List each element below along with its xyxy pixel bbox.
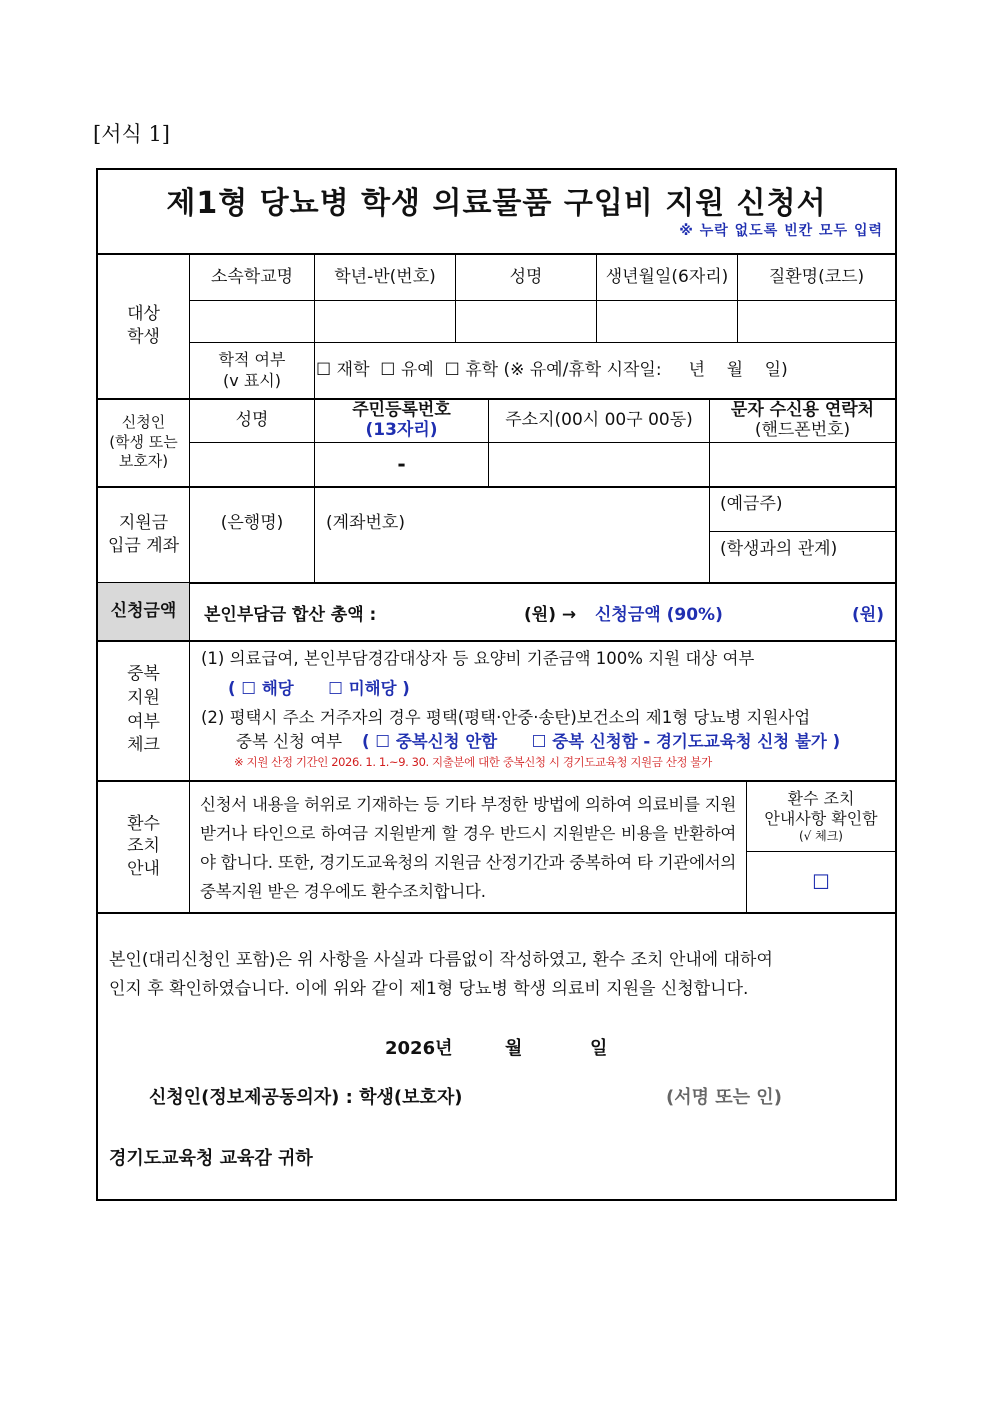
date-month: 월 [505,1038,523,1059]
enrollment-status-options[interactable]: ☐ 재학 ☐ 유예 ☐ 휴학 (※ 유예/휴학 시작일: 년 월 일) [316,360,788,381]
grade-class-header: 학년-반(번호) [334,266,436,287]
amount-label: 신청금액 [110,601,177,622]
grade-class-field[interactable] [315,301,455,342]
statement-line1: 본인(대리신청인 포함)은 위 사항을 사실과 다름없이 작성하였고, 환수 조치 안내에 대하여 [109,950,773,970]
statement-line2: 인지 후 확인하였습니다. 이에 위와 같이 제1형 당뇨병 학생 의료비 지원을 신청합니다. [109,979,749,999]
applicant-signature-label: 신청인(정보제공동의자) : 학생(보호자) [149,1087,463,1108]
enrollment-status-label: 학적 여부 (v 표시) [218,349,286,390]
refund-confirm-checkbox[interactable]: ☐ [812,869,830,894]
rrn-header-sub: (13자리) [365,419,438,440]
phone-field[interactable] [710,443,895,486]
account-holder-field[interactable]: (예금주) [720,494,783,514]
applicant-name-field[interactable] [190,443,314,486]
fill-notice: ※ 누락 없도록 빈칸 모두 입력 [679,223,883,239]
signature-or-seal[interactable]: (서명 또는 인) [666,1087,782,1108]
disease-code-field[interactable] [738,301,895,342]
duplicate-check-label: 중복 지원 여부 체크 [127,663,160,756]
account-number-field[interactable]: (계좌번호) [326,513,405,533]
student-name-field[interactable] [456,301,596,342]
school-name-header: 소속학교명 [210,266,294,287]
divider [98,582,895,584]
target-student-label: 대상 학생 [127,304,160,347]
duplicate-q2-note: ※ 지원 산정 기간인 2026. 1. 1.~9. 30. 지출분에 대한 중복신청 시 경기도교육청 지원금 산정 불가 [234,755,712,769]
address-field[interactable] [489,443,709,486]
rrn-header-text: 주민등록번호 [352,399,451,420]
applicant-label: 신청인 (학생 또는 보호자) [109,413,178,471]
duplicate-q2-line1: (2) 평택시 주소 거주자의 경우 평택(평택·안중·송탄)보건소의 제1형 당뇨병 지원사업 [201,708,811,727]
refund-confirm-sub: (√ 체크) [798,828,843,843]
won-arrow: (원) → [524,605,577,625]
relation-field[interactable]: (학생과의 관계) [720,539,838,559]
phone-header-text: 문자 수신용 연락처 [730,399,875,420]
divider [98,640,895,642]
account-label: 지원금 입금 계좌 [107,512,180,556]
disease-code-header: 질환명(코드) [768,266,865,287]
duplicate-q2-options[interactable]: ( ☐ 중복신청 안함 ☐ 중복 신청함 - 경기도교육청 신청 불가 ) [362,732,841,751]
bank-name-field[interactable]: (은행명) [220,513,284,533]
total-copay-label: 본인부담금 합산 총액 : [204,605,377,625]
request-amount-label: 신청금액 (90%) [595,605,723,625]
divider [709,487,710,582]
request-amount-field[interactable] [733,588,848,636]
rrn-field[interactable]: - [397,452,406,476]
birthdate-field[interactable] [597,301,737,342]
phone-header [710,399,895,442]
form-title: 제1형 당뇨병 학생 의료물품 구입비 지원 신청서 [166,186,827,221]
refund-text: 신청서 내용을 허위로 기재하는 등 기타 부정한 방법에 의하여 의료비를 지원받거나 타인으로 하여금 지원받게 할 경우 반드시 지원받은 비용을 반환하여야 합니다. 또한, 경기도교육청의 지원금 산정기간과 중복하여 타 기관에서의 중복지원 받은 경우에도 환수조치합니다. [200,795,736,901]
rrn-header [315,399,488,442]
duplicate-q1: (1) 의료급여, 본인부담경감대상자 등 요양비 기준금액 100% 지원 대상 여부 [201,649,755,668]
divider [314,342,315,398]
student-name-header: 성명 [509,266,543,287]
refund-confirm-header [747,781,895,851]
address-header: 주소지(00시 00구 00동) [505,410,693,431]
addressee: 경기도교육청 교육감 귀하 [109,1148,313,1169]
divider [98,486,895,488]
application-form [96,168,897,1201]
duplicate-q2-line2: 중복 신청 여부 [236,732,343,751]
total-copay-field[interactable] [403,588,518,636]
school-name-field[interactable] [190,301,314,342]
divider [710,531,895,532]
date-year: 2026년 [385,1038,453,1059]
refund-confirm-header-text: 환수 조치 안내사항 확인함 [764,788,878,828]
divider [98,912,895,914]
phone-header-sub: (핸드폰번호) [754,419,851,440]
refund-label: 환수 조치 안내 [127,814,160,879]
form-label: [서식 1] [93,122,170,146]
divider [314,487,315,582]
birthdate-header: 생년월일(6자리) [605,266,729,287]
date-day: 일 [590,1038,608,1059]
duplicate-q1-options[interactable]: ( ☐ 해당 ☐ 미해당 ) [228,679,410,698]
applicant-name-header: 성명 [235,410,269,431]
request-amount-won: (원) [852,605,884,625]
